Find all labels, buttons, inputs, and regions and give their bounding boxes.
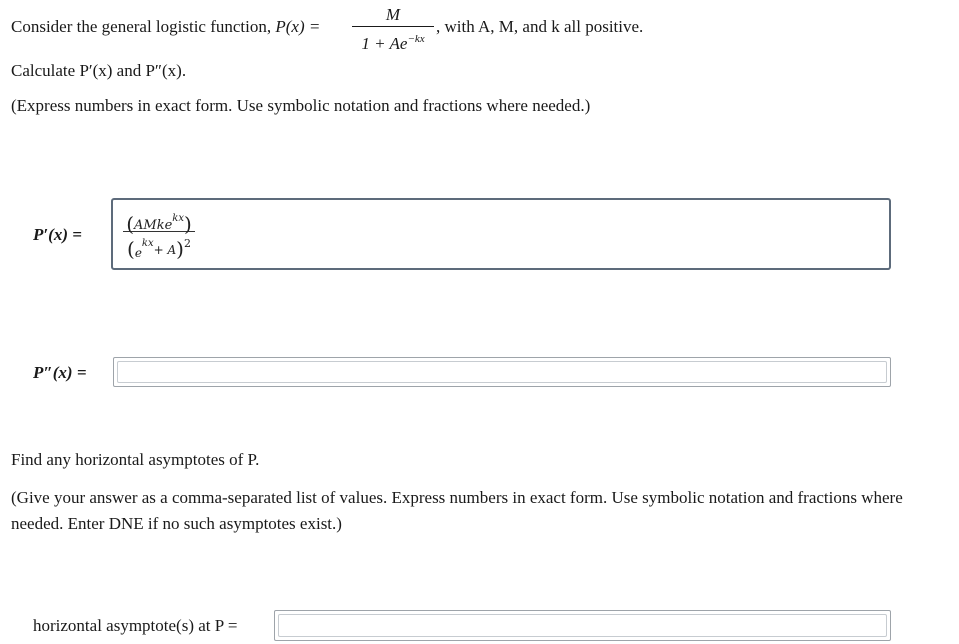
asymptote-field[interactable]	[278, 614, 887, 637]
logistic-fraction	[352, 4, 434, 53]
fraction-denominator: $1 + Ae^{-kx}$	[361, 33, 425, 53]
instruction-text: Calculate P′(x) and P″(x).	[11, 61, 187, 80]
first-derivative-input[interactable]	[111, 198, 891, 270]
format-note: (Express numbers in exact form. Use symbolic notation and fractions where needed.)	[11, 96, 591, 115]
asymptote-note: (Give your answer as a comma-separated list of values. Express numbers in exact form. Use symbolic notation and fractions where needed. Enter DNE if no such asymptotes exist.)	[11, 488, 903, 533]
second-derivative-label: P″(x) =	[33, 363, 87, 382]
fraction-bar	[352, 26, 434, 27]
entered-expression	[123, 206, 195, 261]
expression-denominator: $(e^{kx}+ A)^2$	[127, 237, 191, 261]
fraction-numerator: M	[385, 5, 401, 24]
second-derivative-field[interactable]	[117, 361, 887, 383]
first-derivative-label: P′(x) =	[33, 225, 82, 244]
intro-prefix: Consider the general logistic function,	[11, 17, 276, 36]
asymptote-label: horizontal asymptote(s) at P =	[33, 616, 238, 635]
function-lhs: P(x) =	[275, 17, 321, 36]
intro-suffix: , with A, M, and k all positive.	[436, 17, 644, 36]
asymptote-input[interactable]	[274, 610, 891, 641]
problem-intro	[11, 17, 320, 37]
second-derivative-input[interactable]	[113, 357, 891, 387]
asymptote-prompt: Find any horizontal asymptotes of P.	[11, 450, 260, 469]
expression-numerator: (AMke$^{kx}$)	[126, 212, 192, 236]
